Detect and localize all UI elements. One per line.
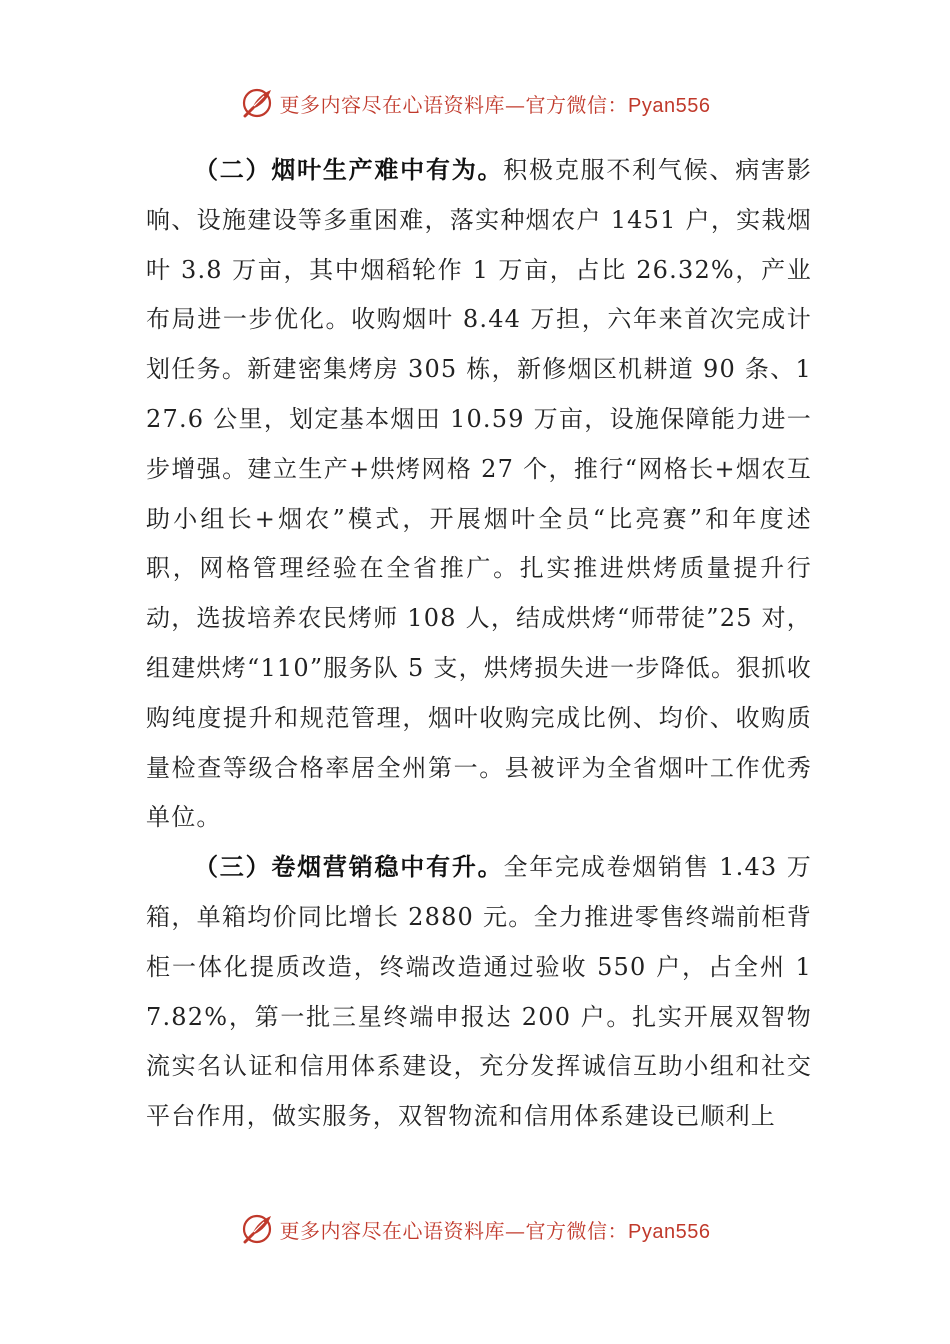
quill-logo-icon bbox=[240, 1212, 274, 1246]
watermark-text: 更多内容尽在心语资料库—官方微信：Pyan556 bbox=[279, 1218, 711, 1243]
paragraph-heading: （二）烟叶生产难中有为。 bbox=[194, 156, 504, 184]
header-watermark bbox=[0, 86, 950, 120]
quill-logo-icon bbox=[240, 86, 274, 120]
footer-watermark bbox=[0, 1212, 950, 1246]
watermark-text: 更多内容尽在心语资料库—官方微信：Pyan556 bbox=[279, 92, 711, 117]
paragraph-text: 全年完成卷烟销售 1.43 万箱，单箱均价同比增长 2880 元。全力推进零售终端前柜背柜一体化提质改造，终端改造通过验收 550 户，占全州 17.82%，第一批三星终端申报达 200 户。扎实开展双智物流实名认证和信用体系建设，充分发挥诚信互助小组和社交平台作用，做实服务，双智物流和信用体系建设已顺利上 bbox=[146, 853, 812, 1131]
paragraph-text: 积极克服不利气候、病害影响、设施建设等多重困难，落实种烟农户 1451 户，实栽烟叶 3.8 万亩，其中烟稻轮作 1 万亩，占比 26.32%，产业布局进一步优化。收购烟叶 8.44 万担，六年来首次完成计划任务。新建密集烤房 305 栋，新修烟区机耕道 90 条、127.6 公里，划定基本烟田 10.59 万亩，设施保障能力进一步增强。建立生产+烘烤网格 27 个，推行“网格长+烟农互助小组长+烟农”模式，开展烟叶全员“比亮赛”和年度述职，网格管理经验在全省推广。扎实推进烘烤质量提升行动，选拔培养农民烤师 108 人，结成烘烤“师带徒”25 对，组建烘烤“110”服务队 5 支，烘烤损失进一步降低。狠抓收购纯度提升和规范管理，烟叶收购完成比例、均价、收购质量检查等级合格率居全州第一。县被评为全省烟叶工作优秀单位。 bbox=[146, 156, 812, 832]
paragraph-tobacco-production bbox=[146, 146, 812, 843]
paragraph-cigarette-marketing bbox=[146, 843, 812, 1142]
document-body bbox=[146, 146, 812, 1142]
paragraph-heading: （三）卷烟营销稳中有升。 bbox=[194, 853, 504, 882]
